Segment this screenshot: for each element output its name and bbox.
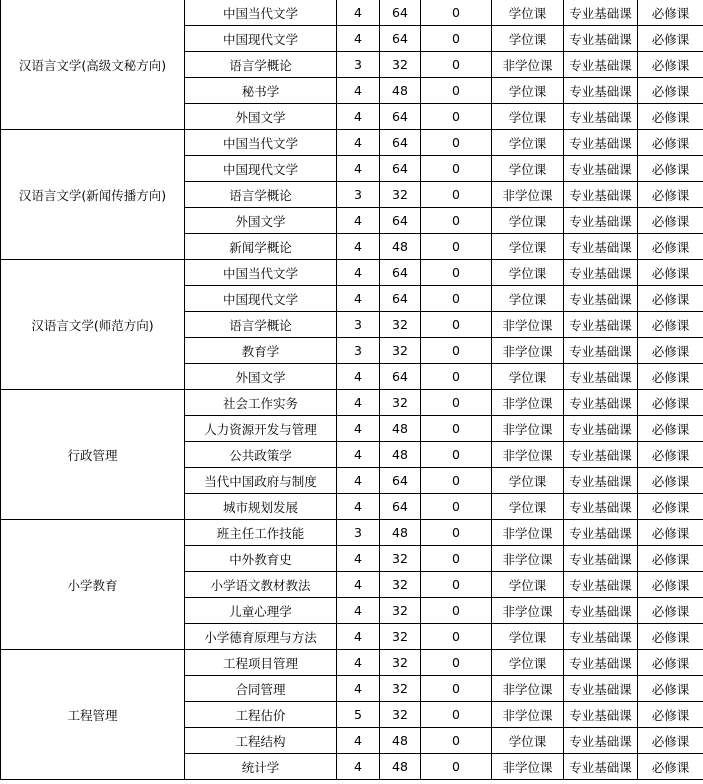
degree-type-cell: 非学位课 [492,416,564,442]
degree-type-cell: 学位课 [492,286,564,312]
course-category-cell: 专业基础课 [564,546,638,572]
course-name-cell: 中国现代文学 [185,26,337,52]
course-type-cell: 必修课 [638,182,703,208]
course-name-cell: 语言学概论 [185,182,337,208]
practice-hours-cell: 0 [421,26,492,52]
hours-cell: 32 [380,572,421,598]
course-type-cell: 必修课 [638,104,703,130]
course-category-cell: 专业基础课 [564,650,638,676]
degree-type-cell: 非学位课 [492,520,564,546]
degree-type-cell: 非学位课 [492,338,564,364]
major-name-cell: 小学教育 [1,520,185,650]
practice-hours-cell: 0 [421,702,492,728]
hours-cell: 32 [380,390,421,416]
credits-cell: 4 [337,208,380,234]
practice-hours-cell: 0 [421,260,492,286]
hours-cell: 64 [380,208,421,234]
practice-hours-cell: 0 [421,182,492,208]
course-type-cell: 必修课 [638,338,703,364]
credits-cell: 4 [337,78,380,104]
course-category-cell: 专业基础课 [564,78,638,104]
course-name-cell: 合同管理 [185,676,337,702]
credits-cell: 4 [337,286,380,312]
table-row [1,650,703,676]
course-category-cell: 专业基础课 [564,364,638,390]
degree-type-cell: 学位课 [492,104,564,130]
hours-cell: 64 [380,494,421,520]
hours-cell: 64 [380,286,421,312]
practice-hours-cell: 0 [421,156,492,182]
credits-cell: 4 [337,416,380,442]
course-name-cell: 教育学 [185,338,337,364]
table-row [1,520,703,546]
course-name-cell: 工程估价 [185,702,337,728]
course-category-cell: 专业基础课 [564,520,638,546]
hours-cell: 48 [380,728,421,754]
hours-cell: 48 [380,416,421,442]
credits-cell: 3 [337,520,380,546]
hours-cell: 64 [380,0,421,26]
course-name-cell: 公共政策学 [185,442,337,468]
credits-cell: 4 [337,260,380,286]
course-type-cell: 必修课 [638,468,703,494]
course-type-cell: 必修课 [638,546,703,572]
major-name-cell: 汉语言文学(高级文秘方向) [1,0,185,130]
course-name-cell: 中外教育史 [185,546,337,572]
credits-cell: 4 [337,0,380,26]
degree-type-cell: 学位课 [492,260,564,286]
course-name-cell: 小学德育原理与方法 [185,624,337,650]
credits-cell: 4 [337,650,380,676]
credits-cell: 4 [337,598,380,624]
practice-hours-cell: 0 [421,494,492,520]
credits-cell: 3 [337,52,380,78]
table-row [1,0,703,26]
course-name-cell: 工程项目管理 [185,650,337,676]
degree-type-cell: 学位课 [492,468,564,494]
degree-type-cell: 非学位课 [492,182,564,208]
course-type-cell: 必修课 [638,130,703,156]
course-name-cell: 人力资源开发与管理 [185,416,337,442]
hours-cell: 32 [380,676,421,702]
major-name-cell: 行政管理 [1,390,185,520]
course-category-cell: 专业基础课 [564,598,638,624]
practice-hours-cell: 0 [421,338,492,364]
course-category-cell: 专业基础课 [564,312,638,338]
course-type-cell: 必修课 [638,78,703,104]
credits-cell: 4 [337,104,380,130]
course-category-cell: 专业基础课 [564,624,638,650]
course-category-cell: 专业基础课 [564,728,638,754]
practice-hours-cell: 0 [421,390,492,416]
degree-type-cell: 学位课 [492,650,564,676]
hours-cell: 64 [380,26,421,52]
degree-type-cell: 学位课 [492,130,564,156]
course-name-cell: 语言学概论 [185,312,337,338]
course-type-cell: 必修课 [638,702,703,728]
table-row [1,390,703,416]
credits-cell: 4 [337,234,380,260]
course-category-cell: 专业基础课 [564,442,638,468]
major-name-cell: 汉语言文学(师范方向) [1,260,185,390]
practice-hours-cell: 0 [421,364,492,390]
course-type-cell: 必修课 [638,520,703,546]
practice-hours-cell: 0 [421,546,492,572]
course-type-cell: 必修课 [638,650,703,676]
course-name-cell: 中国当代文学 [185,260,337,286]
hours-cell: 32 [380,52,421,78]
course-type-cell: 必修课 [638,624,703,650]
credits-cell: 4 [337,390,380,416]
course-name-cell: 当代中国政府与制度 [185,468,337,494]
course-type-cell: 必修课 [638,234,703,260]
credits-cell: 4 [337,728,380,754]
course-type-cell: 必修课 [638,754,703,780]
course-type-cell: 必修课 [638,364,703,390]
practice-hours-cell: 0 [421,572,492,598]
degree-type-cell: 非学位课 [492,702,564,728]
course-name-cell: 社会工作实务 [185,390,337,416]
course-category-cell: 专业基础课 [564,130,638,156]
practice-hours-cell: 0 [421,312,492,338]
course-name-cell: 中国当代文学 [185,0,337,26]
hours-cell: 64 [380,468,421,494]
course-name-cell: 班主任工作技能 [185,520,337,546]
course-type-cell: 必修课 [638,52,703,78]
course-type-cell: 必修课 [638,208,703,234]
hours-cell: 48 [380,442,421,468]
major-name-cell: 汉语言文学(新闻传播方向) [1,130,185,260]
credits-cell: 4 [337,676,380,702]
hours-cell: 32 [380,598,421,624]
credits-cell: 3 [337,182,380,208]
course-type-cell: 必修课 [638,0,703,26]
course-name-cell: 中国现代文学 [185,286,337,312]
table-row [1,130,703,156]
course-category-cell: 专业基础课 [564,676,638,702]
credits-cell: 4 [337,494,380,520]
degree-type-cell: 学位课 [492,234,564,260]
course-category-cell: 专业基础课 [564,286,638,312]
practice-hours-cell: 0 [421,676,492,702]
course-type-cell: 必修课 [638,676,703,702]
degree-type-cell: 学位课 [492,364,564,390]
hours-cell: 32 [380,312,421,338]
course-name-cell: 小学语文教材教法 [185,572,337,598]
course-category-cell: 专业基础课 [564,234,638,260]
practice-hours-cell: 0 [421,624,492,650]
hours-cell: 48 [380,754,421,780]
credits-cell: 4 [337,364,380,390]
course-name-cell: 外国文学 [185,364,337,390]
credits-cell: 3 [337,338,380,364]
hours-cell: 32 [380,338,421,364]
degree-type-cell: 学位课 [492,156,564,182]
course-type-cell: 必修课 [638,598,703,624]
hours-cell: 48 [380,234,421,260]
practice-hours-cell: 0 [421,234,492,260]
practice-hours-cell: 0 [421,416,492,442]
course-type-cell: 必修课 [638,260,703,286]
hours-cell: 32 [380,702,421,728]
credits-cell: 4 [337,572,380,598]
hours-cell: 48 [380,520,421,546]
credits-cell: 4 [337,546,380,572]
practice-hours-cell: 0 [421,598,492,624]
course-type-cell: 必修课 [638,312,703,338]
credits-cell: 5 [337,702,380,728]
course-name-cell: 统计学 [185,754,337,780]
degree-type-cell: 学位课 [492,572,564,598]
course-name-cell: 中国当代文学 [185,130,337,156]
credits-cell: 4 [337,156,380,182]
practice-hours-cell: 0 [421,650,492,676]
course-category-cell: 专业基础课 [564,208,638,234]
degree-type-cell: 学位课 [492,208,564,234]
degree-type-cell: 学位课 [492,78,564,104]
degree-type-cell: 非学位课 [492,754,564,780]
course-type-cell: 必修课 [638,442,703,468]
course-category-cell: 专业基础课 [564,156,638,182]
course-name-cell: 中国现代文学 [185,156,337,182]
major-name-cell: 工程管理 [1,650,185,780]
course-name-cell: 外国文学 [185,104,337,130]
course-category-cell: 专业基础课 [564,702,638,728]
degree-type-cell: 非学位课 [492,546,564,572]
course-category-cell: 专业基础课 [564,572,638,598]
hours-cell: 64 [380,104,421,130]
course-type-cell: 必修课 [638,156,703,182]
practice-hours-cell: 0 [421,286,492,312]
hours-cell: 32 [380,650,421,676]
degree-type-cell: 非学位课 [492,676,564,702]
course-category-cell: 专业基础课 [564,104,638,130]
credits-cell: 4 [337,624,380,650]
course-category-cell: 专业基础课 [564,468,638,494]
practice-hours-cell: 0 [421,208,492,234]
degree-type-cell: 学位课 [492,26,564,52]
degree-type-cell: 非学位课 [492,442,564,468]
credits-cell: 4 [337,468,380,494]
practice-hours-cell: 0 [421,442,492,468]
credits-cell: 4 [337,442,380,468]
table-body [1,0,703,780]
hours-cell: 48 [380,78,421,104]
practice-hours-cell: 0 [421,520,492,546]
course-category-cell: 专业基础课 [564,754,638,780]
degree-type-cell: 学位课 [492,728,564,754]
course-type-cell: 必修课 [638,26,703,52]
course-name-cell: 语言学概论 [185,52,337,78]
degree-type-cell: 学位课 [492,494,564,520]
credits-cell: 4 [337,26,380,52]
course-type-cell: 必修课 [638,572,703,598]
course-category-cell: 专业基础课 [564,182,638,208]
credits-cell: 4 [337,130,380,156]
hours-cell: 64 [380,130,421,156]
hours-cell: 32 [380,182,421,208]
course-category-cell: 专业基础课 [564,26,638,52]
course-type-cell: 必修课 [638,416,703,442]
hours-cell: 32 [380,546,421,572]
hours-cell: 64 [380,260,421,286]
degree-type-cell: 学位课 [492,624,564,650]
credits-cell: 4 [337,754,380,780]
practice-hours-cell: 0 [421,78,492,104]
course-name-cell: 外国文学 [185,208,337,234]
course-category-cell: 专业基础课 [564,52,638,78]
degree-type-cell: 非学位课 [492,598,564,624]
practice-hours-cell: 0 [421,468,492,494]
practice-hours-cell: 0 [421,0,492,26]
course-name-cell: 新闻学概论 [185,234,337,260]
degree-type-cell: 非学位课 [492,52,564,78]
practice-hours-cell: 0 [421,52,492,78]
course-type-cell: 必修课 [638,286,703,312]
degree-type-cell: 非学位课 [492,312,564,338]
practice-hours-cell: 0 [421,754,492,780]
course-category-cell: 专业基础课 [564,416,638,442]
table-row [1,260,703,286]
hours-cell: 32 [380,624,421,650]
course-name-cell: 工程结构 [185,728,337,754]
practice-hours-cell: 0 [421,104,492,130]
credits-cell: 3 [337,312,380,338]
course-name-cell: 秘书学 [185,78,337,104]
course-name-cell: 儿童心理学 [185,598,337,624]
course-type-cell: 必修课 [638,494,703,520]
course-name-cell: 城市规划发展 [185,494,337,520]
practice-hours-cell: 0 [421,728,492,754]
degree-type-cell: 学位课 [492,0,564,26]
practice-hours-cell: 0 [421,130,492,156]
hours-cell: 64 [380,364,421,390]
course-category-cell: 专业基础课 [564,390,638,416]
course-category-cell: 专业基础课 [564,0,638,26]
hours-cell: 64 [380,156,421,182]
course-category-cell: 专业基础课 [564,260,638,286]
course-type-cell: 必修课 [638,728,703,754]
course-category-cell: 专业基础课 [564,338,638,364]
course-type-cell: 必修课 [638,390,703,416]
course-category-cell: 专业基础课 [564,494,638,520]
degree-type-cell: 非学位课 [492,390,564,416]
